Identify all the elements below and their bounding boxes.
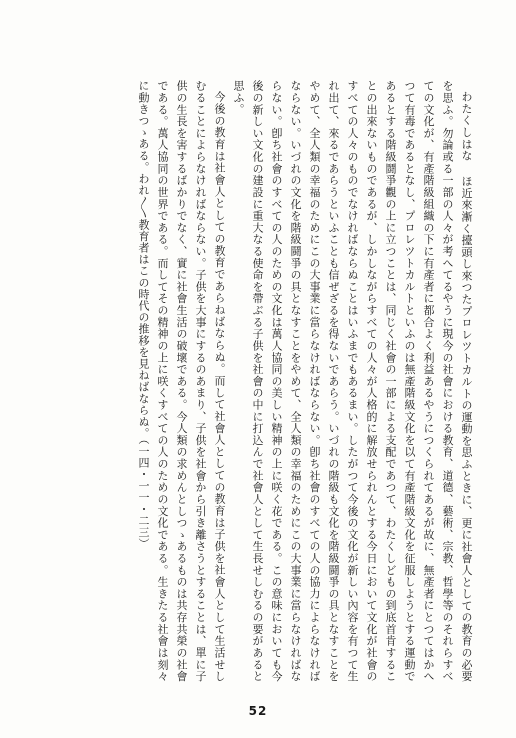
page-number: 52 bbox=[248, 704, 268, 718]
paragraph-1: わたくしはな ほ近來漸く擡頭し來つたプロレツトカルトの運動を思ふときに、更に社會人としての教育の必要を思ふ。勿論或る一部の人々が考へてるやうに現今の社會における教育、道德、藝術、宗教、哲學等のそれらすべての文化が、有產階級組織の下に有產者に都合よく利益あるやうにつくられてあるが故に、無產者にとつてはかへつて有毒であるとなし、プロレツトカルトといふのは無產階級文化を以て有產階級文化を征服しようとする運動であるとする階級鬪爭觀の上に立つことは、同じく社會の一部による支配であつて、わたくしどもの到底首肯することの出來ないものであるが、しかしながらすべての人々が人格的に解放せられんとする今日において文化が社會のすべての人々のものでなければならぬことはいふまでもあるまい。したがつて今後の文化が新しい內容を有つて生れ出て、來るであらうといふことも信ぜざるを得ないであらう。いづれの階級も文化を階級鬪爭の具となすことをやめて、全人類の幸福のためにこの大事業に當らなければならない。卽ち社會のすべての人の協力によらなければならない。いづれの文化を階級鬪爭の具となすことをやめて、全人類の幸福のためにこの大事業に當らなければならない。卽ち社會のすべての人のための文化は萬人協同の美しい精神の上に咲く花である。この意味においても今後の新しい文化の建設に重大なる使命を帶ぶる子供を社會の中に打込んで社會人として生長せしむるの要があると思ふ。 bbox=[232, 80, 473, 682]
paragraph-2: 今後の教育は社會人としての教育であらねばならぬ。而して社會人としての教育は子供を社會人として生活せしむることによらなければならない。子供を大事にするのあまり、子供を社會から引き離さうとすることは、單に子供の生長を害するばかりでなく、實に社會生活の破壞である。今人類の求めんとしつゝあるものは共存共榮の社會である。萬人協同の世界である。而してその精神の上に咲くすべての人のための文化である。生きたる社會は刻々に動きつゝある。われ〳〵教育者はこの時代の推移を見ねばならぬ。（一四・一一・二三） bbox=[137, 80, 226, 682]
body-text bbox=[36, 80, 476, 682]
